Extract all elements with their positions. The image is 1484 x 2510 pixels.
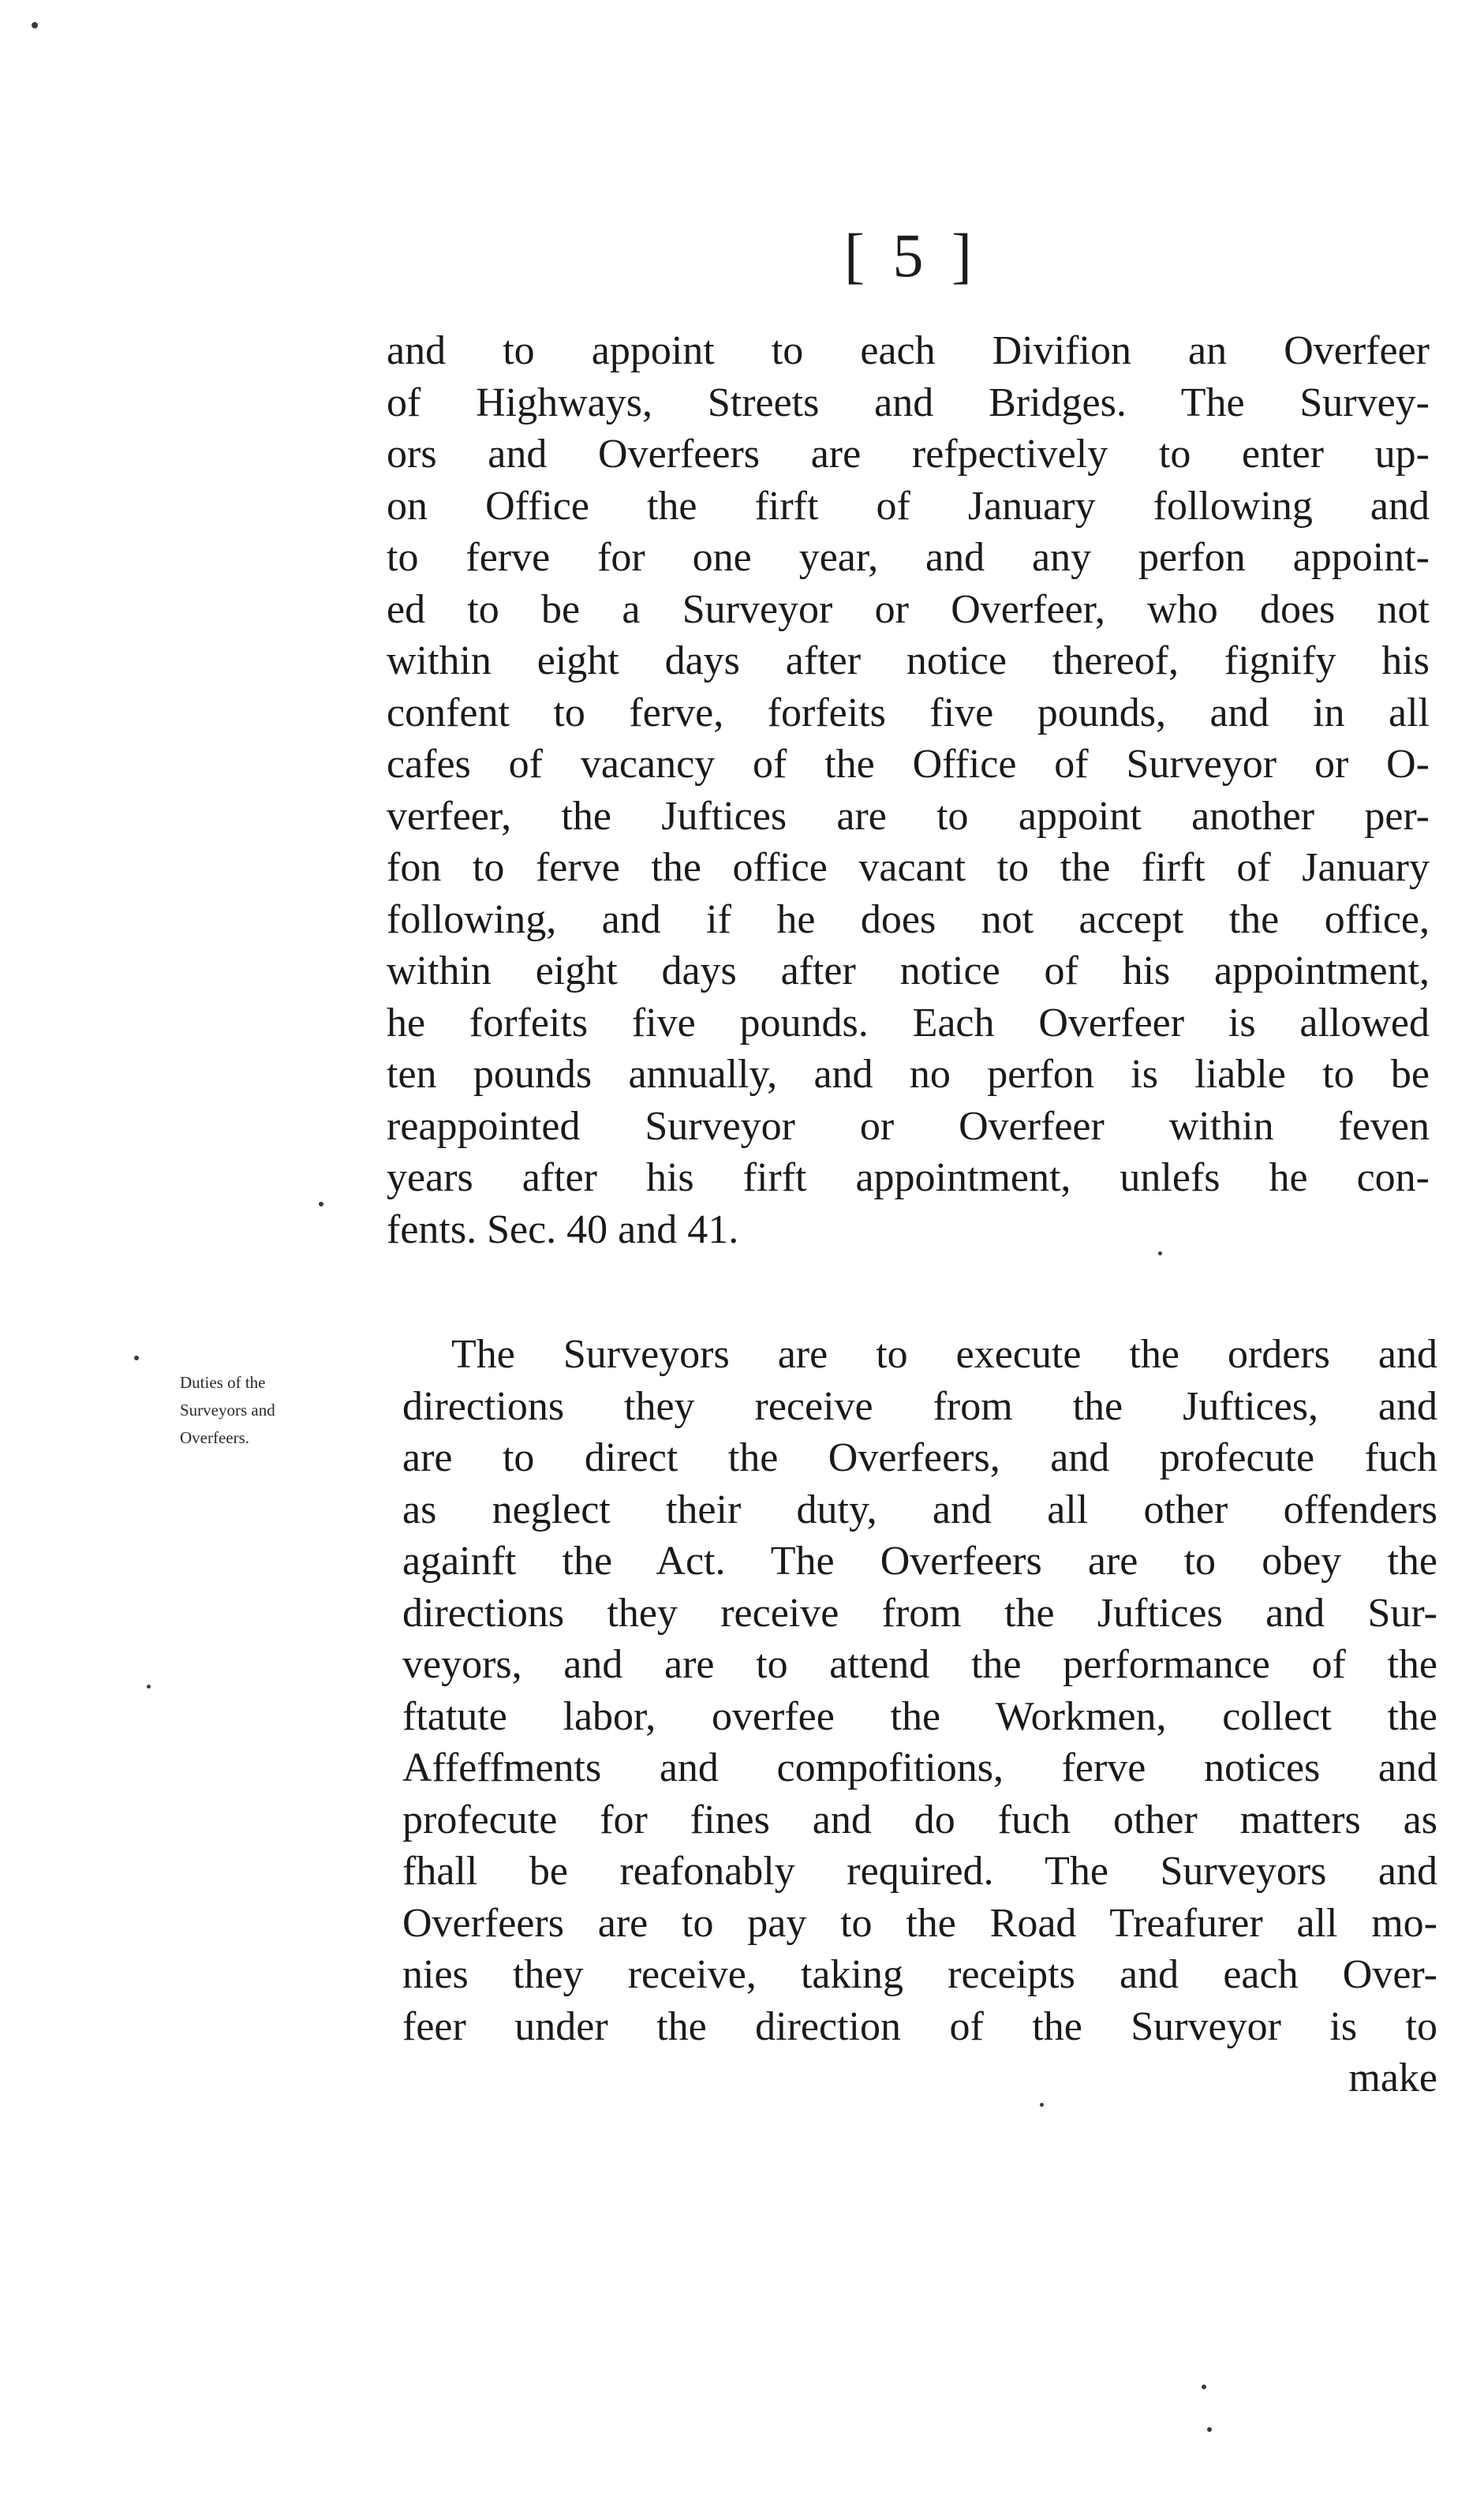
text-line: nies they receive, taking receipts and each Over- [402, 1952, 1437, 1997]
scan-speck [32, 22, 38, 28]
scan-speck [1202, 2385, 1206, 2389]
margin-note [180, 1369, 377, 1452]
scan-speck [1158, 1251, 1162, 1255]
text-line: ftatute labor, overfee the Workmen, collect the [402, 1693, 1437, 1739]
text-line: within eight days after notice of his appointment, [387, 948, 1430, 993]
scan-speck [134, 1356, 139, 1360]
margin-note-line: Overfeers. [180, 1428, 250, 1447]
text-line: within eight days after notice thereof, fignify his [387, 638, 1430, 683]
scan-speck [319, 1202, 323, 1206]
text-line: Affeffments and compofitions, ferve notices and [402, 1745, 1437, 1790]
text-line: years after his firft appointment, unlefs he con- [387, 1155, 1430, 1200]
text-line: Overfeers are to pay to the Road Treafurer all mo- [402, 1900, 1437, 1946]
text-line: ten pounds annually, and no perfon is liable to be [387, 1052, 1430, 1097]
text-line: ors and Overfeers are refpectively to enter up- [387, 432, 1430, 477]
margin-note-line: Duties of the [180, 1373, 266, 1392]
scan-speck [147, 1685, 151, 1689]
text-line: ed to be a Surveyor or Overfeer, who does not [387, 586, 1430, 632]
catchword: make [1348, 2056, 1437, 2100]
text-line: following, and if he does not accept the office, [387, 896, 1430, 942]
text-line: fents. Sec. 40 and 41. [387, 1206, 739, 1252]
text-line: The Surveyors are to execute the orders and [451, 1332, 1437, 1377]
text-line: to ferve for one year, and any perfon appoint- [387, 535, 1430, 580]
text-line: as neglect their duty, and all other offenders [402, 1487, 1437, 1532]
text-line: profecute for fines and do fuch other matters as [402, 1797, 1437, 1842]
text-line: of Highways, Streets and Bridges. The Survey- [387, 380, 1430, 425]
paragraph-1 [387, 325, 1430, 1255]
text-line: he forfeits five pounds. Each Overfeer is allowed [387, 1000, 1430, 1046]
text-line: on Office the firft of January following and [387, 483, 1430, 529]
text-line: veyors, and are to attend the performance of the [402, 1642, 1437, 1687]
text-line: fon to ferve the office vacant to the firft of January [387, 845, 1430, 890]
text-line: are to direct the Overfeers, and profecute fuch [402, 1435, 1437, 1480]
paragraph-2 [402, 1329, 1437, 2104]
text-line: reappointed Surveyor or Overfeer within feven [387, 1103, 1430, 1149]
scan-speck [1040, 2103, 1044, 2107]
text-line: cafes of vacancy of the Office of Surveyor or O- [387, 742, 1430, 787]
text-line: verfeer, the Juftices are to appoint another per- [387, 793, 1430, 839]
text-line: directions they receive from the Juftices and Sur- [402, 1590, 1437, 1636]
margin-note-line: Surveyors and [180, 1401, 275, 1420]
scan-speck [1207, 2427, 1212, 2432]
text-line: feer under the direction of the Surveyor is to [402, 2003, 1437, 2049]
page-number: [ 5 ] [844, 221, 978, 290]
text-line: and to appoint to each Divifion an Overfeer [387, 328, 1430, 373]
text-line: directions they receive from the Juftices, and [402, 1383, 1437, 1429]
text-line: confent to ferve, forfeits five pounds, and in all [387, 690, 1430, 735]
text-line: againft the Act. The Overfeers are to obey the [402, 1539, 1437, 1584]
text-line: fhall be reafonably required. The Surveyors and [402, 1849, 1437, 1894]
